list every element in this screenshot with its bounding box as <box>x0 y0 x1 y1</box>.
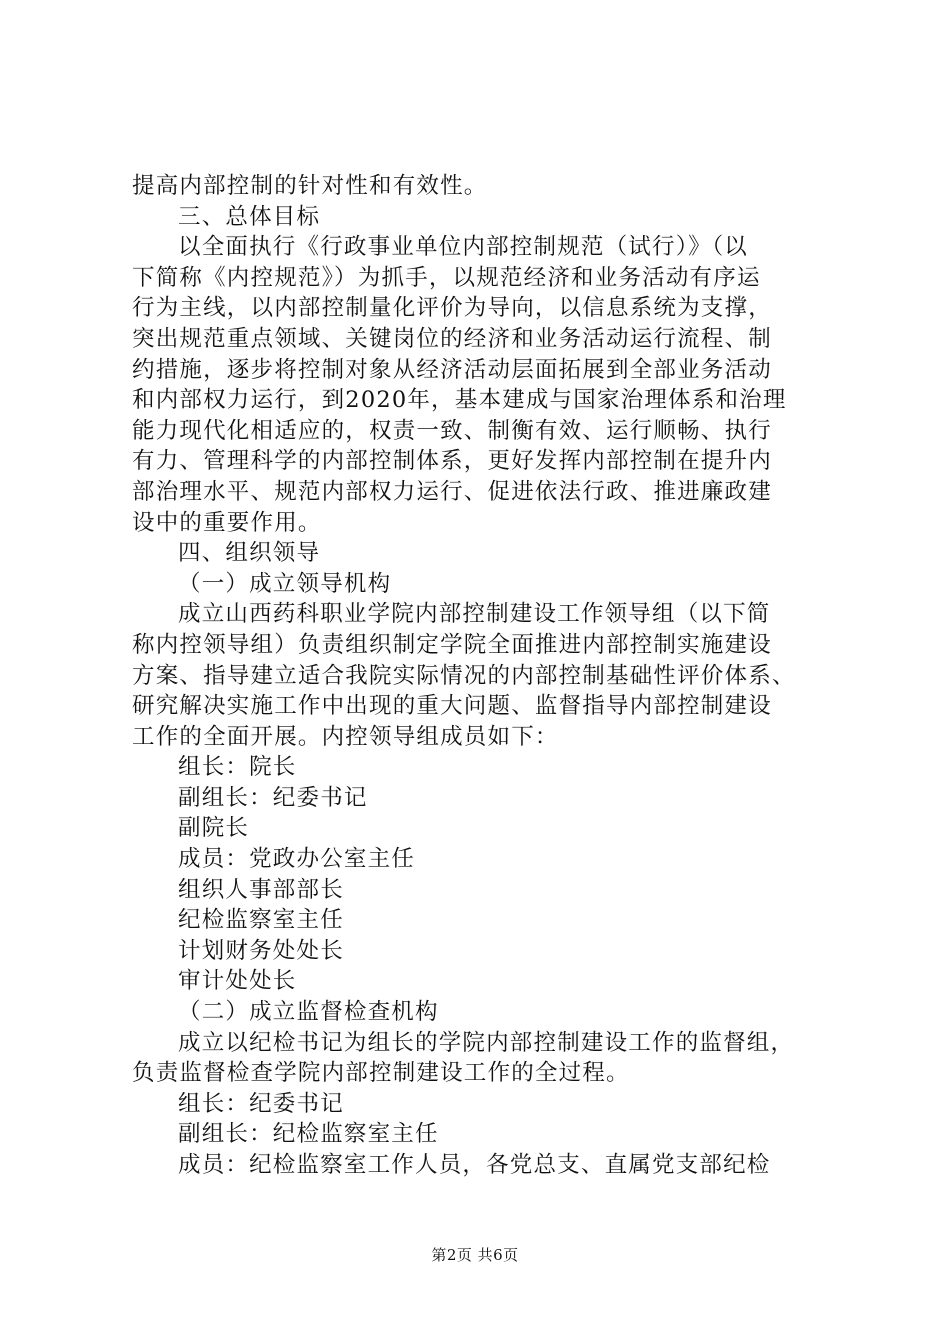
text-line: 突出规范重点领域、关键岗位的经济和业务活动运行流程、制 <box>132 325 772 352</box>
text-line: （一）成立领导机构 <box>178 570 392 597</box>
text-line: 成员：纪检监察室工作人员，各党总支、直属党支部纪检 <box>178 1152 771 1178</box>
text-line: 审计处处长 <box>178 968 297 995</box>
text-line: 工作的全面开展。内控领导组成员如下： <box>132 723 559 750</box>
text-line: 下简称《内控规范》）为抓手，以规范经济和业务活动有序运 <box>132 264 761 291</box>
text-line: 成立山西药科职业学院内部控制建设工作领导组（以下简 <box>178 601 771 628</box>
text-line: （二）成立监督检查机构 <box>178 999 439 1026</box>
text-line: 成员：党政办公室主任 <box>178 846 416 873</box>
text-line: 副院长 <box>178 815 250 842</box>
text-line: 部治理水平、规范内部权力运行、促进依法行政、推进廉政建 <box>132 478 772 505</box>
text-line: 组长：纪委书记 <box>178 1090 344 1117</box>
page-footer: 第2页 共6页 <box>431 1246 519 1264</box>
text-line: 能力现代化相适应的，权责一致、制衡有效、运行顺畅、执行 <box>132 417 772 444</box>
text-line: 副组长：纪委书记 <box>178 784 368 811</box>
text-line: 组织人事部部长 <box>178 876 344 903</box>
text-line: 和内部权力运行，到2020年，基本建成与国家治理体系和治理 <box>132 387 787 414</box>
text-line: 副组长：纪检监察室主任 <box>178 1121 439 1148</box>
text-line: 方案、指导建立适合我院实际情况的内部控制基础性评价体系、 <box>132 662 796 689</box>
text-line: 有力、管理科学的内部控制体系，更好发挥内部控制在提升内 <box>132 448 772 475</box>
text-line: 行为主线，以内部控制量化评价为导向，以信息系统为支撑， <box>132 295 772 322</box>
text-line: 研究解决实施工作中出现的重大问题、监督指导内部控制建设 <box>132 693 772 720</box>
text-line: 以全面执行《行政事业单位内部控制规范（试行）》（以 <box>178 234 749 261</box>
text-line: 成立以纪检书记为组长的学院内部控制建设工作的监督组， <box>178 1029 795 1056</box>
text-line: 设中的重要作用。 <box>132 509 322 536</box>
text-line: 三、总体目标 <box>178 203 321 230</box>
text-line: 称内控领导组）负责组织制定学院全面推进内部控制实施建设 <box>132 631 772 658</box>
text-line: 组长：院长 <box>178 754 297 781</box>
text-line: 负责监督检查学院内部控制建设工作的全过程。 <box>132 1060 630 1087</box>
text-line: 提高内部控制的针对性和有效性。 <box>132 173 488 199</box>
text-line: 四、组织领导 <box>178 540 321 567</box>
document-body <box>132 171 838 1181</box>
text-line: 纪检监察室主任 <box>178 907 344 934</box>
text-line: 计划财务处处长 <box>178 937 344 964</box>
text-line: 约措施，逐步将控制对象从经济活动层面拓展到全部业务活动 <box>132 356 772 383</box>
